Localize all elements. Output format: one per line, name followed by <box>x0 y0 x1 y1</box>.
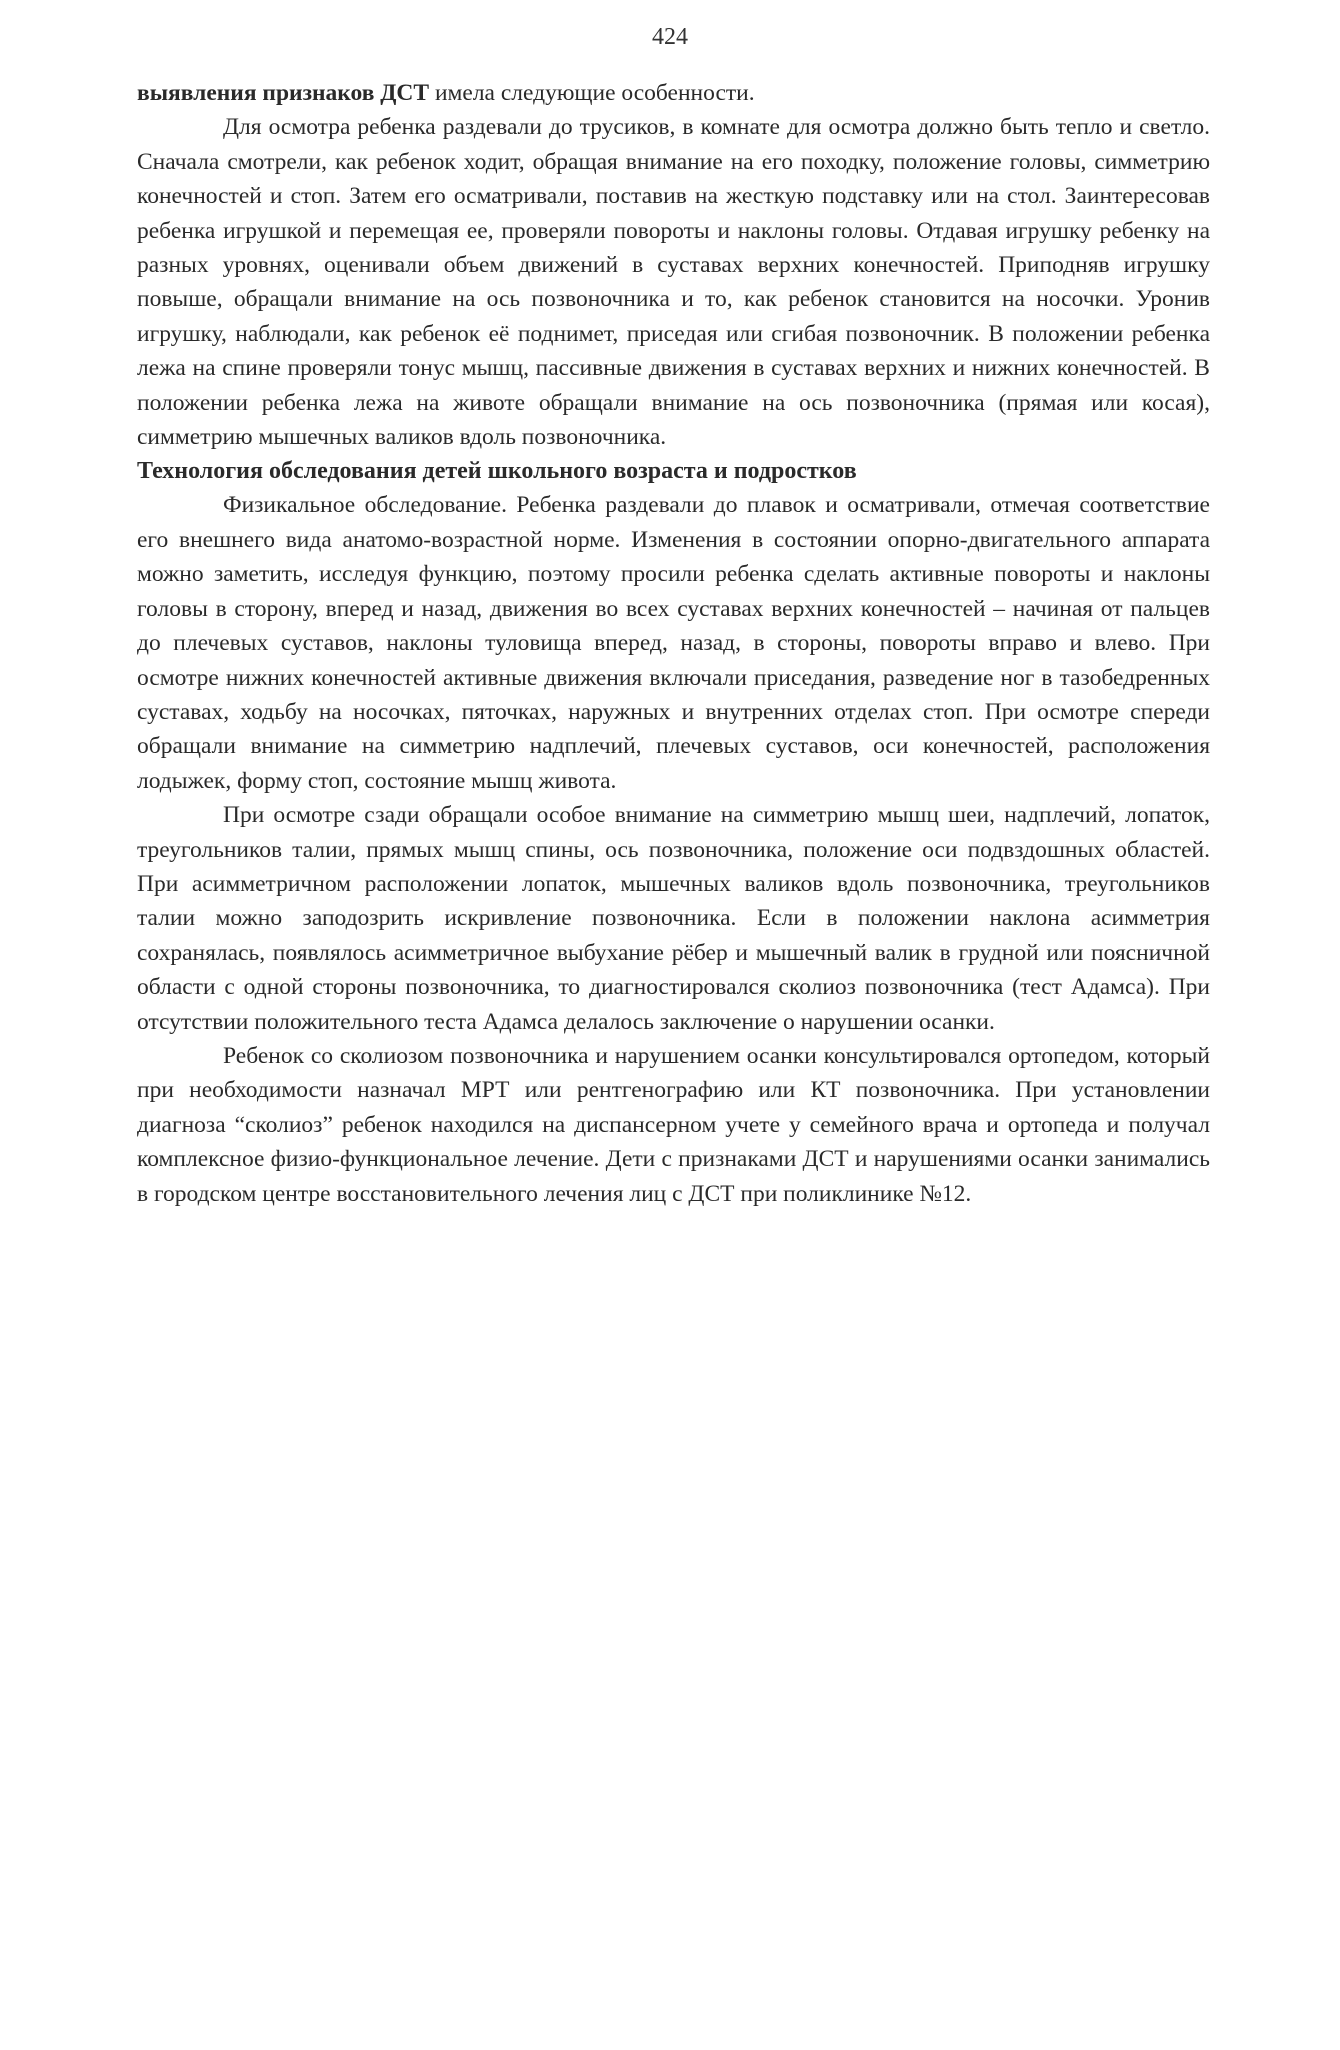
paragraph-scoliosis-followup: Ребенок со сколиозом позвоночника и нарушением осанки консультировался ортопедом, который при необходимости назначал МРТ или рентгенографию или КТ позвоночника. При установлении диагноза “сколиоз” ребенок находился на диспансерном учете у семейного врача и ортопеда и получал комплексное физио-функциональное лечение. Дети с признаками ДСТ и нарушениями осанки занимались в городском центре восстановительного лечения лиц с ДСТ при поликлинике №12. <box>137 1042 1210 1207</box>
paragraph-examination-infant: Для осмотра ребенка раздевали до трусиков, в комнате для осмотра должно быть тепло и светло. Сначала смотрели, как ребенок ходит, обращая внимание на его походку, положение головы, симметрию конечностей и стоп. Затем его осматривали, поставив на жесткую подставку или на стол. Заинтересовав ребенка игрушкой и перемещая ее, проверяли повороты и наклоны головы. Отдавая игрушку ребенку на разных уровнях, оценивали объем движений в суставах верхних конечностей. Приподняв игрушку повыше, обращали внимание на ось позвоночника и то, как ребенок становится на носочки. Уронив игрушку, наблюдали, как ребенок её поднимет, приседая или сгибая позвоночник. В положении ребенка лежа на спине проверяли тонус мышц, пассивные движения в суставах верхних и нижних конечностей. В положении ребенка лежа на животе обращали внимание на ось позвоночника (прямая или косая), симметрию мышечных валиков вдоль позвоночника. <box>137 114 1210 451</box>
paragraph-physical-exam: Физикальное обследование. Ребенка раздевали до плавок и осматривали, отмечая соответствие его внешнего вида анатомо-возрастной норме. Изменения в состоянии опорно-двигательного аппарата можно заметить, исследуя функцию, поэтому просили ребенка сделать активные повороты и наклоны головы в сторону, вперед и назад, движения во всех суставах верхних конечностей – начиная от пальцев до плечевых суставов, наклоны туловища вперед, назад, в стороны, повороты вправо и влево. При осмотре нижних конечностей активные движения включали приседания, разведение ног в тазобедренных суставах, ходьбу на носочках, пяточках, наружных и внутренних отделах стоп. При осмотре спереди обращали внимание на симметрию надплечий, плечевых суставов, оси конечностей, расположения лодыжек, форму стоп, состояние мышц живота. <box>137 492 1210 794</box>
page-number: 424 <box>652 24 688 50</box>
paragraph-rear-exam: При осмотре сзади обращали особое внимание на симметрию мышц шеи, надплечий, лопаток, треугольников талии, прямых мышц спины, ось позвоночника, положение оси подвздошных областей. При асимметричном расположении лопаток, мышечных валиков вдоль позвоночника, треугольников талии можно заподозрить искривление позвоночника. Если в положении наклона асимметрия сохранялась, появлялось асимметричное выбухание рёбер и мышечный валик в грудной или поясничной области с одной стороны позвоночника, то диагностировался сколиоз позвоночника (тест Адамса). При отсутствии положительного теста Адамса делалось заключение о нарушении осанки. <box>137 802 1210 1035</box>
intro-rest: имела следующие особенности. <box>429 80 755 106</box>
intro-line <box>137 76 1210 110</box>
body-text <box>137 76 1210 1211</box>
section-heading: Технология обследования детей школьного возраста и подростков <box>137 458 857 485</box>
intro-bold-lead: выявления признаков ДСТ <box>137 80 430 106</box>
